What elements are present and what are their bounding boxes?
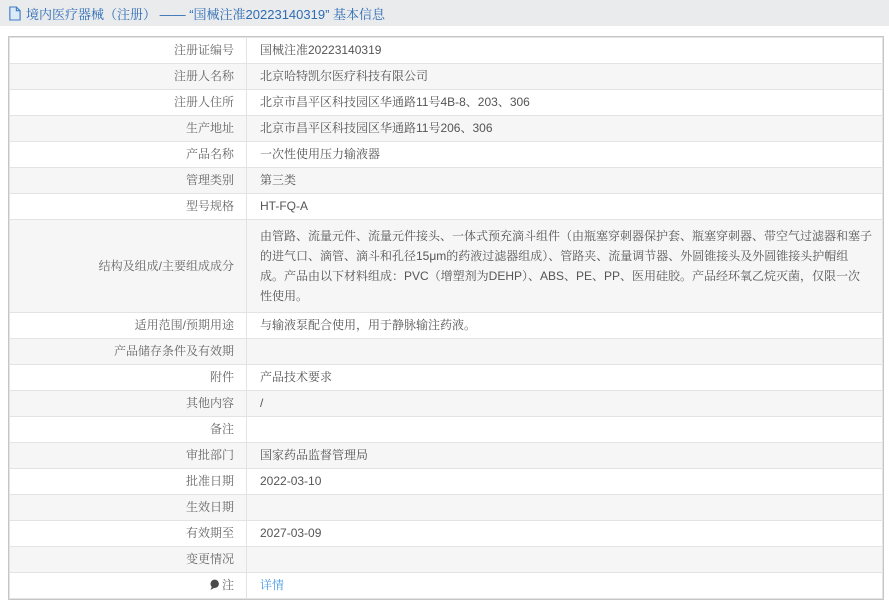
row-value: 国家药品监督管理局 — [247, 443, 883, 469]
row-value: 一次性使用压力输液器 — [247, 142, 883, 168]
row-value: 国械注准20223140319 — [247, 38, 883, 64]
row-label: 附件 — [10, 365, 247, 391]
row-value — [247, 417, 883, 443]
table-row — [10, 443, 883, 469]
page-title: 境内医疗器械（注册） —— “国械注准20223140319” 基本信息 — [26, 6, 386, 22]
row-label — [10, 573, 247, 599]
row-value: 2027-03-09 — [247, 521, 883, 547]
row-label: 产品名称 — [10, 142, 247, 168]
row-label: 产品储存条件及有效期 — [10, 339, 247, 365]
note-icon — [209, 579, 220, 591]
table-row — [10, 64, 883, 90]
table-row — [10, 573, 883, 599]
row-label: 适用范围/预期用途 — [10, 313, 247, 339]
row-label: 变更情况 — [10, 547, 247, 573]
row-label: 结构及组成/主要组成成分 — [10, 220, 247, 313]
table-row — [10, 391, 883, 417]
row-value: 由管路、流量元件、流量元件接头、一体式预充滴斗组件（由瓶塞穿刺器保护套、瓶塞穿刺器、带空气过滤器和塞子的进气口、滴管、滴斗和孔径15μm的药液过滤器组成）、管路夹、流量调节器、外圆锥接头及外圆锥接头护帽组成。产品由以下材料组成：PVC（增塑剂为DEHP）、ABS、PE、PP、医用硅胶。产品经环氧乙烷灭菌，仅限一次性使用。 — [247, 220, 883, 313]
detail-link[interactable]: 详情 — [260, 578, 285, 592]
row-label: 审批部门 — [10, 443, 247, 469]
registration-table — [8, 36, 884, 600]
table-row — [10, 521, 883, 547]
table-row — [10, 116, 883, 142]
row-value — [247, 547, 883, 573]
row-label: 注册证编号 — [10, 38, 247, 64]
row-label: 注册人住所 — [10, 90, 247, 116]
row-value — [247, 495, 883, 521]
header-bar — [0, 0, 889, 26]
row-value: 第三类 — [247, 168, 883, 194]
row-value: / — [247, 391, 883, 417]
row-label: 型号规格 — [10, 194, 247, 220]
row-label: 有效期至 — [10, 521, 247, 547]
row-label: 其他内容 — [10, 391, 247, 417]
table-row — [10, 168, 883, 194]
table-row — [10, 547, 883, 573]
table-row — [10, 38, 883, 64]
row-value — [247, 339, 883, 365]
row-value: 与输液泵配合使用，用于静脉输注药液。 — [247, 313, 883, 339]
row-value: 2022-03-10 — [247, 469, 883, 495]
table-row — [10, 142, 883, 168]
table-row — [10, 365, 883, 391]
table-row — [10, 339, 883, 365]
row-value: HT-FQ-A — [247, 194, 883, 220]
row-label: 备注 — [10, 417, 247, 443]
table-row — [10, 194, 883, 220]
row-label: 注册人名称 — [10, 64, 247, 90]
row-label: 生产地址 — [10, 116, 247, 142]
note-label: 注 — [221, 578, 234, 592]
table-row — [10, 469, 883, 495]
table-row — [10, 220, 883, 313]
table-row — [10, 417, 883, 443]
table-row — [10, 313, 883, 339]
row-label: 生效日期 — [10, 495, 247, 521]
row-value: 产品技术要求 — [247, 365, 883, 391]
row-label: 管理类别 — [10, 168, 247, 194]
table-row — [10, 90, 883, 116]
row-value: 北京市昌平区科技园区华通路11号4B-8、203、306 — [247, 90, 883, 116]
table-row — [10, 495, 883, 521]
row-value: 北京市昌平区科技园区华通路11号206、306 — [247, 116, 883, 142]
row-value: 北京哈特凯尔医疗科技有限公司 — [247, 64, 883, 90]
row-value — [247, 573, 883, 599]
row-label: 批准日期 — [10, 469, 247, 495]
document-icon — [8, 6, 21, 21]
